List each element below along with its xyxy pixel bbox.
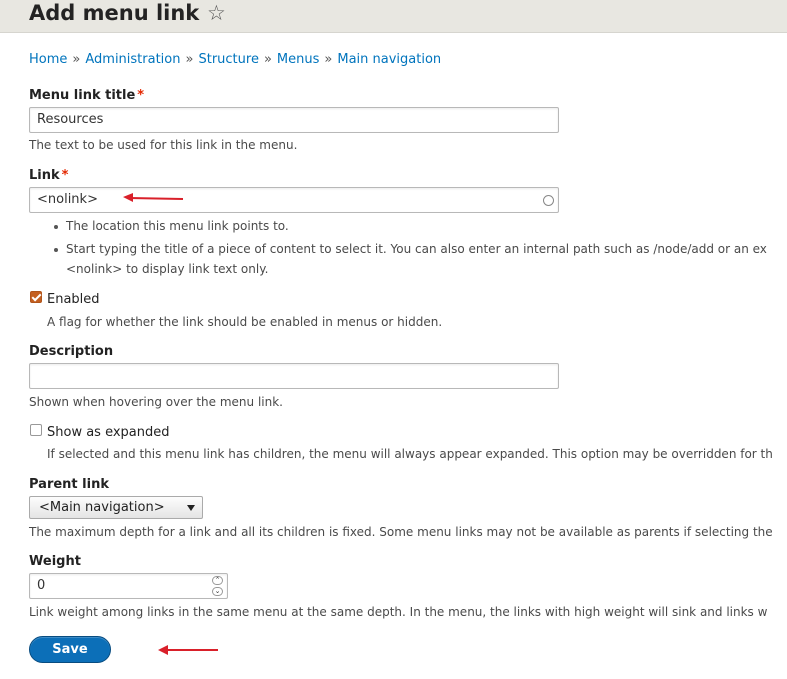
link-input[interactable] <box>29 187 559 213</box>
parent-link-label: Parent link <box>29 477 109 492</box>
star-outline-icon[interactable]: ☆ <box>207 1 226 25</box>
page-header <box>0 0 787 33</box>
autocomplete-throbber-icon <box>543 195 554 206</box>
show-as-expanded-label: Show as expanded <box>47 425 170 440</box>
link-label <box>29 167 68 184</box>
annotation-arrow-icon <box>158 644 220 656</box>
menu-link-title-label-text: Menu link title <box>29 88 136 103</box>
enabled-description: A flag for whether the link should be enabled in menus or hidden. <box>47 315 443 329</box>
menu-link-title-label <box>29 87 144 104</box>
spin-down-icon[interactable]: ⌄ <box>212 587 223 596</box>
link-help-item: Start typing the title of a piece of content to select it. You can also enter an internal path such as /node/add or an ex <box>66 242 767 256</box>
annotation-arrow-icon <box>123 192 185 204</box>
link-help-item: The location this menu link points to. <box>66 219 289 233</box>
breadcrumb-home[interactable]: Home <box>29 52 68 67</box>
chevron-down-icon <box>187 505 195 511</box>
menu-link-title-value: Resources <box>37 112 104 127</box>
description-label: Description <box>29 344 114 359</box>
page-title: Add menu link <box>29 1 200 25</box>
breadcrumb-separator: » <box>263 52 272 67</box>
show-as-expanded-description: If selected and this menu link has children, the menu will always appear expanded. This option may be overridden for th <box>47 447 773 461</box>
save-button[interactable]: Save <box>29 636 111 663</box>
link-help-item-continued: <nolink> to display link text only. <box>66 262 269 276</box>
menu-link-title-description: The text to be used for this link in the menu. <box>29 138 298 152</box>
breadcrumb-administration[interactable]: Administration <box>85 52 181 67</box>
menu-link-title-input[interactable] <box>29 107 559 133</box>
enabled-checkbox[interactable] <box>30 291 42 303</box>
link-label-text: Link <box>29 168 60 183</box>
breadcrumb-separator: » <box>72 52 81 67</box>
breadcrumb-separator: » <box>185 52 194 67</box>
breadcrumb <box>29 51 441 69</box>
spin-up-icon[interactable]: ⌃ <box>212 576 223 585</box>
enabled-label: Enabled <box>47 292 100 307</box>
breadcrumb-separator: » <box>324 52 333 67</box>
link-value: <nolink> <box>37 192 98 207</box>
weight-input[interactable] <box>29 573 228 599</box>
required-marker: * <box>137 88 145 103</box>
show-as-expanded-checkbox[interactable] <box>30 424 42 436</box>
weight-value: 0 <box>37 578 46 593</box>
description-help: Shown when hovering over the menu link. <box>29 395 283 409</box>
breadcrumb-structure[interactable]: Structure <box>198 52 259 67</box>
weight-label: Weight <box>29 554 81 569</box>
breadcrumb-menus[interactable]: Menus <box>276 52 320 67</box>
required-marker: * <box>61 168 69 183</box>
breadcrumb-main-navigation[interactable]: Main navigation <box>337 52 442 67</box>
parent-link-select[interactable] <box>29 496 203 519</box>
parent-link-description: The maximum depth for a link and all its children is fixed. Some menu links may not be available as parents if selecting the <box>29 525 773 539</box>
weight-description: Link weight among links in the same menu at the same depth. In the menu, the links with high weight will sink and links w <box>29 605 768 619</box>
parent-link-selected-value: <Main navigation> <box>39 500 165 515</box>
description-input[interactable] <box>29 363 559 389</box>
